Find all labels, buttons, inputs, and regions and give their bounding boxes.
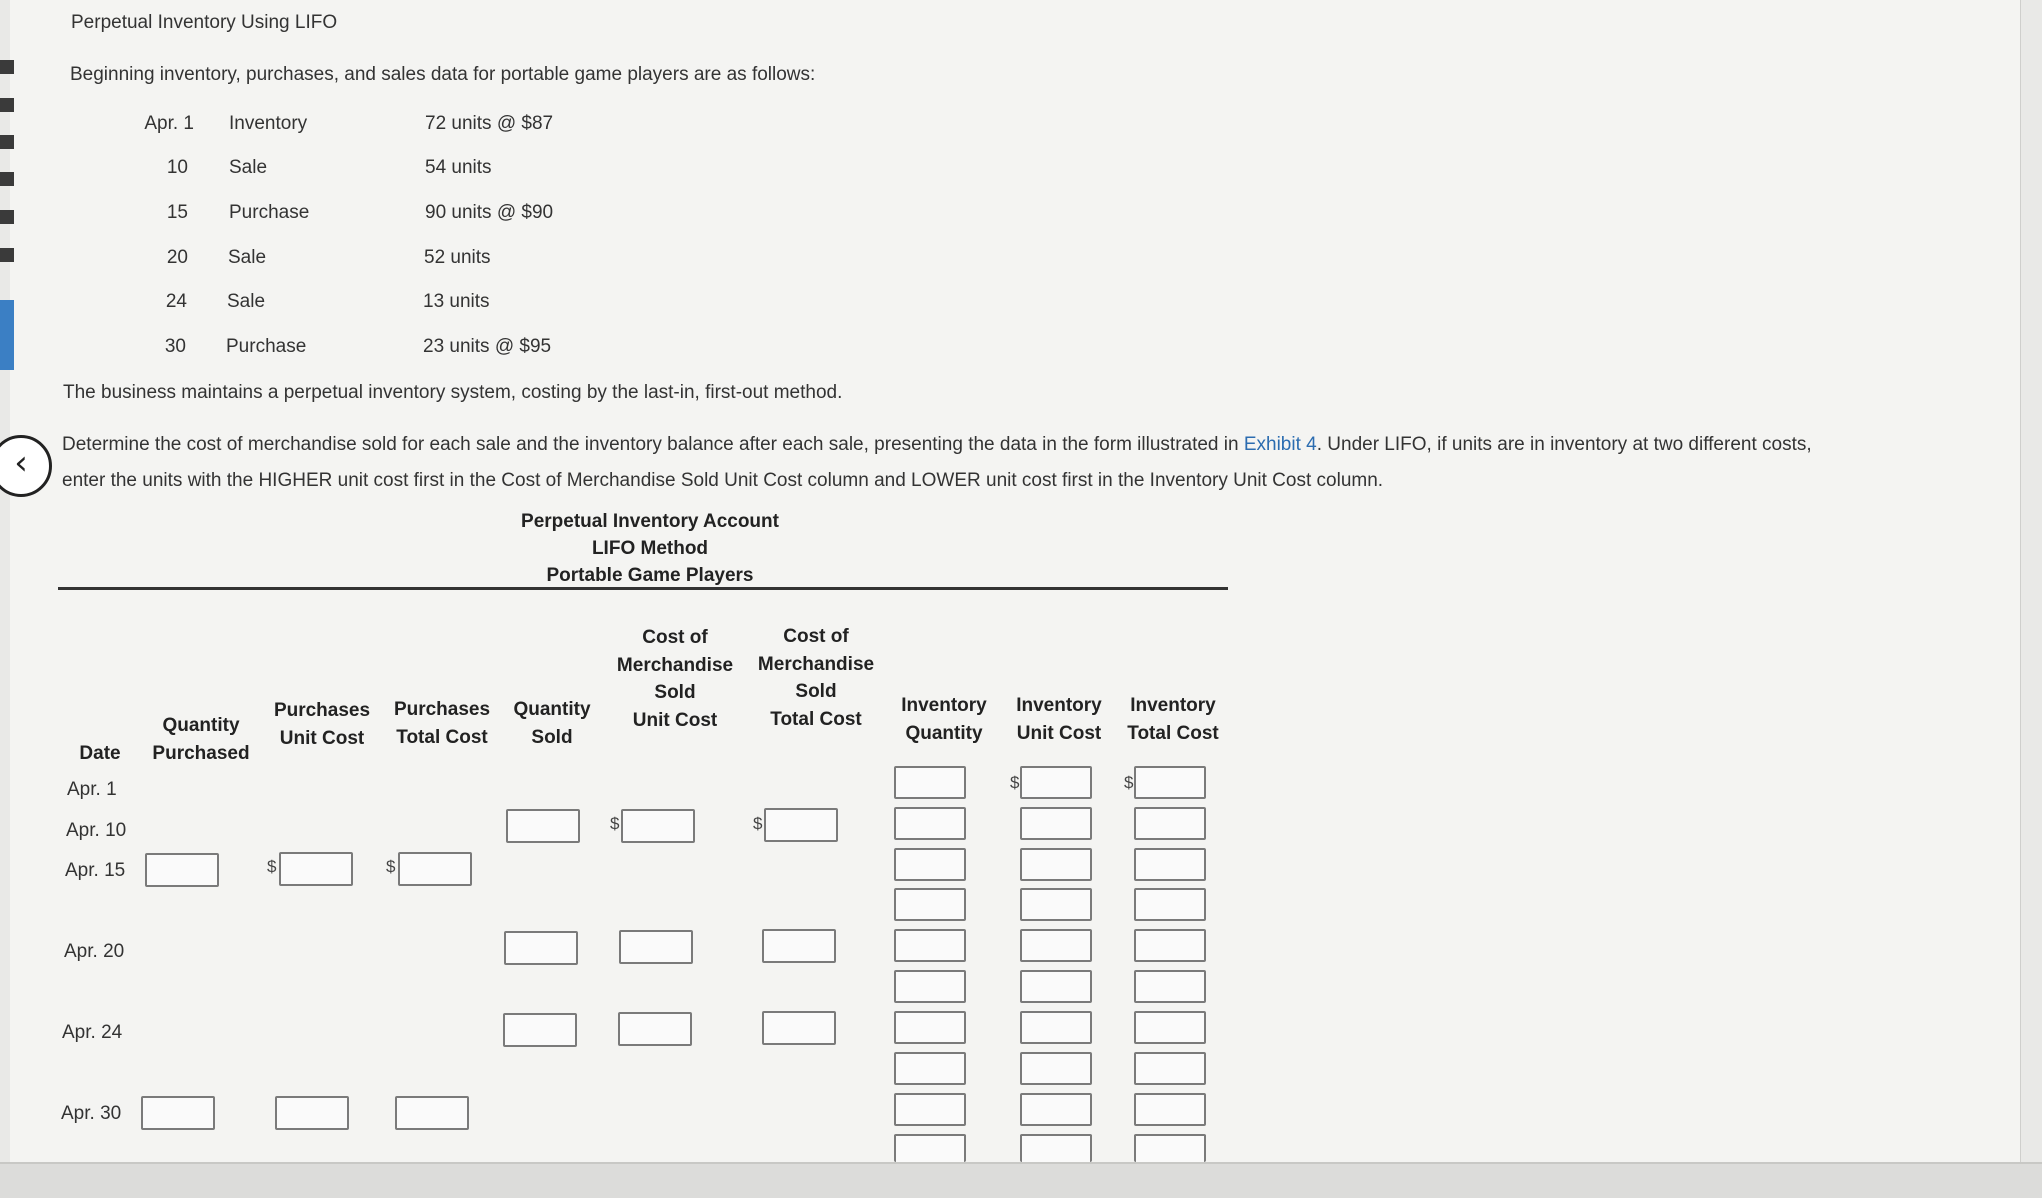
cogs-unit-cost-input[interactable] [621,809,695,843]
header-line: Cost of [783,626,849,647]
header-line: Sold [795,681,837,702]
inventory-unit-cost-input[interactable] [1020,1052,1092,1085]
header-line: Purchases [393,699,491,720]
header-line: Unit Cost [279,727,365,749]
purchases-unit-cost-input[interactable] [279,852,353,886]
header-line: Purchases [273,700,371,721]
transaction-date: 10 [166,157,188,178]
sidebar-tab[interactable] [0,135,14,149]
row-date-label: Apr. 1 [67,779,117,800]
qty-sold-input[interactable] [504,931,578,965]
transaction-detail: 54 units [425,157,492,178]
transaction-date: 24 [165,291,187,312]
column-header-cogs-total-cost [748,623,884,733]
cogs-unit-cost-input[interactable] [618,1012,692,1046]
column-header-purchases-unit-cost [266,697,378,752]
column-header-purchases-total-cost [386,696,498,751]
inventory-quantity-input[interactable] [894,888,966,921]
header-line: Merchandise [616,654,734,676]
inventory-unit-cost-input[interactable] [1020,1134,1092,1162]
header-line: Inventory [901,695,987,716]
inventory-total-cost-input[interactable] [1134,848,1206,881]
currency-symbol: $ [267,857,277,876]
transaction-type: Purchase [226,336,307,357]
column-header-cogs-unit-cost [605,624,745,734]
transaction-date: 30 [164,336,186,357]
purchases-unit-cost-input[interactable] [275,1096,349,1130]
header-line: Total Cost [396,726,488,748]
row-date-label: Apr. 20 [64,941,125,962]
purchases-total-cost-input[interactable] [398,852,472,886]
transaction-detail: 52 units [424,247,491,268]
column-header-date: Date [79,743,121,764]
inventory-total-cost-input[interactable] [1134,1093,1206,1126]
inventory-total-cost-input[interactable] [1134,888,1206,921]
header-line: Total Cost [770,708,862,730]
inventory-quantity-input[interactable] [894,1052,966,1085]
header-line: Purchased [152,742,250,764]
header-line: Unit Cost [1016,722,1102,744]
column-header-qty-sold [502,696,602,751]
sidebar-tab[interactable] [0,172,14,186]
question-page [10,0,2021,1162]
inventory-quantity-input[interactable] [894,1134,966,1162]
table-title-rule [58,587,1228,590]
header-line: Sold [654,682,696,703]
question-heading: Perpetual Inventory Using LIFO [71,12,338,33]
exhibit-4-link[interactable]: Exhibit 4 [1243,434,1317,455]
intro-text: Beginning inventory, purchases, and sales data for portable game players are as follows: [70,64,816,85]
column-header-inventory-total-cost [1118,692,1228,747]
row-date-label: Apr. 10 [66,820,127,841]
inventory-quantity-input[interactable] [894,1093,966,1126]
sidebar-tab[interactable] [0,98,14,112]
inventory-total-cost-input[interactable] [1134,807,1206,840]
inventory-unit-cost-input[interactable] [1020,848,1092,881]
cogs-total-cost-input[interactable] [764,808,838,842]
table-title-line: LIFO Method [591,538,709,559]
header-line: Merchandise [757,653,875,675]
inventory-total-cost-input[interactable] [1134,970,1206,1003]
inventory-unit-cost-input[interactable] [1020,970,1092,1003]
transaction-type: Purchase [229,202,310,223]
sidebar-tab-active[interactable] [0,300,14,370]
instructions-text: . Under LIFO, if units are in inventory at two different costs, [1316,434,1812,455]
transaction-type: Sale [228,247,267,268]
header-line: Cost of [642,627,708,648]
purchases-total-cost-input[interactable] [395,1096,469,1130]
transaction-detail: 90 units @ $90 [425,202,554,223]
header-line: Total Cost [1127,722,1219,744]
currency-symbol: $ [1010,773,1020,792]
currency-symbol: $ [1124,773,1134,792]
qty-purchased-input[interactable] [141,1096,215,1130]
table-title-line: Perpetual Inventory Account [521,511,779,532]
row-date-label: Apr. 15 [65,860,126,881]
inventory-unit-cost-input[interactable] [1020,807,1092,840]
transaction-detail: 72 units @ $87 [425,113,554,134]
transaction-date: 15 [166,202,188,223]
instructions-line1 [62,434,1812,456]
transaction-detail: 13 units [423,291,490,312]
inventory-quantity-input[interactable] [894,766,966,799]
inventory-total-cost-input[interactable] [1134,766,1206,799]
inventory-unit-cost-input[interactable] [1020,1011,1092,1044]
currency-symbol: $ [753,814,763,833]
inventory-quantity-input[interactable] [894,848,966,881]
inventory-total-cost-input[interactable] [1134,1052,1206,1085]
column-header-inventory-quantity [888,692,1000,747]
row-date-label: Apr. 24 [62,1022,123,1043]
transaction-type: Sale [227,291,266,312]
inventory-total-cost-input[interactable] [1134,1011,1206,1044]
column-header-inventory-unit-cost [1004,692,1114,747]
inventory-unit-cost-input[interactable] [1020,888,1092,921]
header-line: Inventory [1016,695,1102,716]
inventory-quantity-input[interactable] [894,807,966,840]
header-line: Sold [531,726,573,748]
transaction-detail: 23 units @ $95 [423,336,552,357]
currency-symbol: $ [386,857,396,876]
cogs-total-cost-input[interactable] [762,1011,836,1045]
inventory-quantity-input[interactable] [894,1011,966,1044]
transaction-date: 20 [166,247,188,268]
header-line: Quantity [513,699,591,720]
cogs-unit-cost-input[interactable] [619,930,693,964]
row-date-label: Apr. 30 [61,1103,122,1124]
header-line: Quantity [905,722,983,744]
table-title [400,508,900,589]
header-line: Quantity [162,715,240,736]
table-title-line: Portable Game Players [546,565,754,586]
qty-purchased-input[interactable] [145,853,219,887]
inventory-unit-cost-input[interactable] [1020,1093,1092,1126]
sidebar-tab[interactable] [0,60,14,74]
qty-sold-input[interactable] [506,809,580,843]
cogs-total-cost-input[interactable] [762,929,836,963]
instructions-line2: enter the units with the HIGHER unit cost first in the Cost of Merchandise Sold Unit Cost column and LOWER unit cost first in the Inventory Unit Cost column. [62,470,1384,491]
instructions-text: Determine the cost of merchandise sold for each sale and the inventory balance after each sale, presenting the data in the form illustrated in [62,434,1244,455]
method-note: The business maintains a perpetual inventory system, costing by the last-in, first-out method. [63,382,843,403]
bottom-strip [0,1162,2042,1198]
inventory-total-cost-input[interactable] [1134,1134,1206,1162]
inventory-unit-cost-input[interactable] [1020,929,1092,962]
back-chevron-icon[interactable]: ‹ [0,435,52,497]
inventory-quantity-input[interactable] [894,929,966,962]
inventory-total-cost-input[interactable] [1134,929,1206,962]
inventory-unit-cost-input[interactable] [1020,766,1092,799]
currency-symbol: $ [610,814,620,833]
inventory-quantity-input[interactable] [894,970,966,1003]
column-header-qty-purchased [140,712,262,767]
transaction-date: Apr. 1 [144,113,194,134]
transaction-type: Sale [229,157,268,178]
sidebar-tab[interactable] [0,248,14,262]
header-line: Inventory [1130,695,1216,716]
header-line: Unit Cost [632,709,718,731]
qty-sold-input[interactable] [503,1013,577,1047]
transaction-type: Inventory [229,113,308,134]
sidebar-tab[interactable] [0,210,14,224]
